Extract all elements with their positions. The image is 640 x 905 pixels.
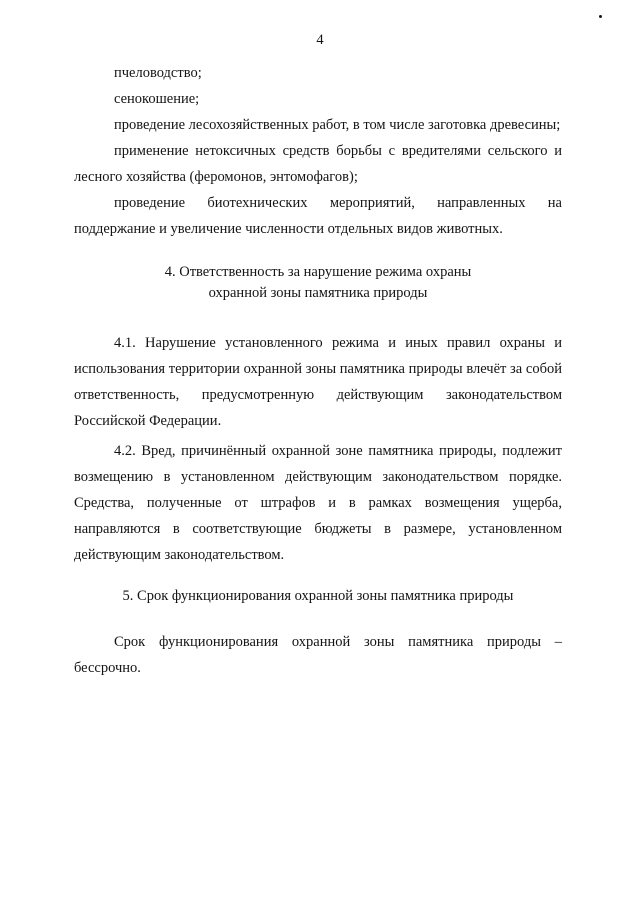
list-item: применение нетоксичных средств борьбы с вредителями сельского и лесного хозяйства (феромонов, энтомофагов);: [74, 143, 562, 185]
document-body: [74, 60, 562, 681]
list-item: проведение биотехнических мероприятий, направленных на поддержание и увеличение численности отдельных видов животных.: [74, 195, 562, 237]
section-5-paragraph-1: Срок функционирования охранной зоны памятника природы – бессрочно.: [74, 634, 562, 676]
scan-speck: [599, 15, 602, 18]
list-item: пчеловодство;: [114, 65, 202, 81]
section-4-heading-line2: охранной зоны памятника природы: [208, 285, 428, 301]
section-4-heading-line1: 4. Ответственность за нарушение режима охраны: [164, 264, 472, 280]
section-5-heading: 5. Срок функционирования охранной зоны памятника природы: [122, 588, 514, 604]
section-4-paragraph-2: 4.2. Вред, причинённый охранной зоне памятника природы, подлежит возмещению в установленном действующим законодательством порядке. Средства, полученные от штрафов и в рамках возмещения ущерба, направляются в соответствующие бюджеты в размере, установленном действующим законодательством.: [74, 443, 562, 563]
section-4-paragraph-1: 4.1. Нарушение установленного режима и иных правил охраны и использования территории охранной зоны памятника природы влечёт за собой ответственность, предусмотренную действующим законодательством Российской Федерации.: [74, 335, 562, 429]
list-item: проведение лесохозяйственных работ, в том числе заготовка древесины;: [114, 117, 561, 133]
list-item: сенокошение;: [114, 91, 200, 107]
page-number: 4: [316, 32, 324, 48]
